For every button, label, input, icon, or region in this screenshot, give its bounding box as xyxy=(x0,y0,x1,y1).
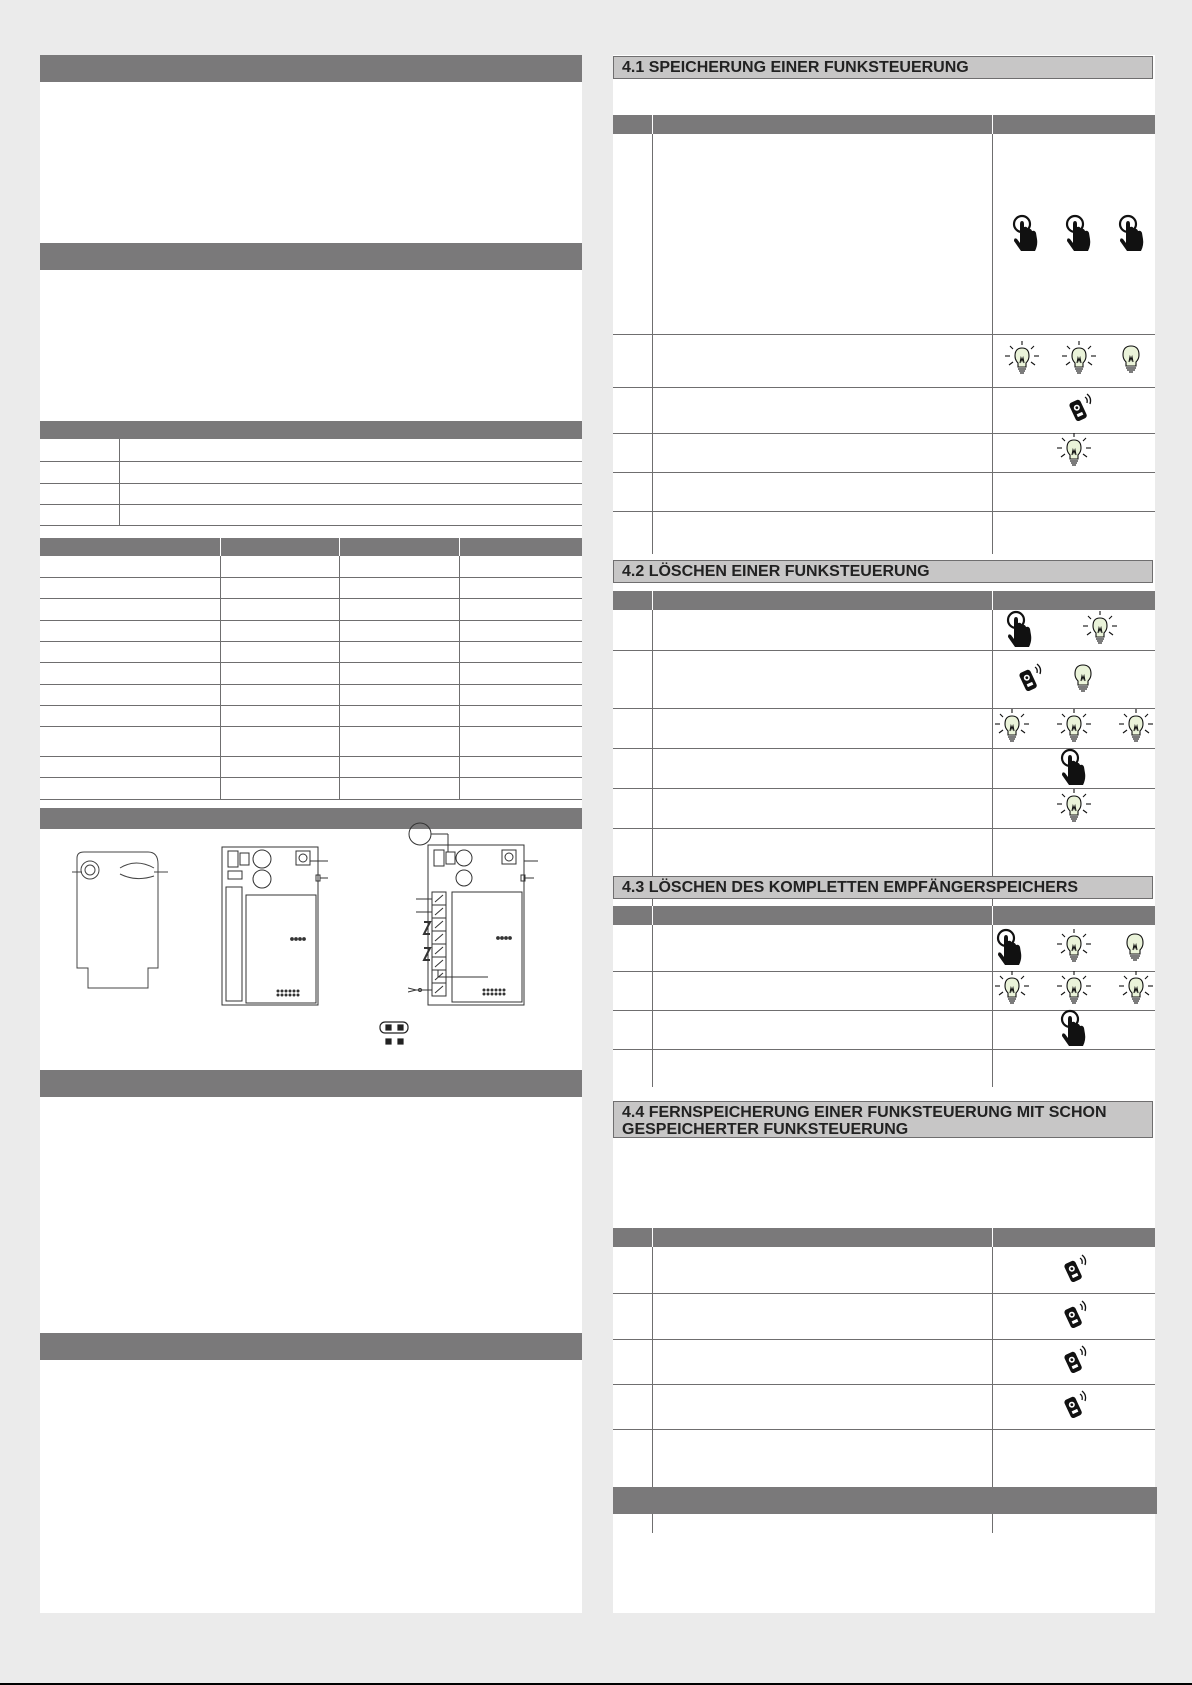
row-4-4-2-icons xyxy=(993,1297,1155,1337)
row-4-3-3-icons xyxy=(993,1011,1155,1049)
row-4-3-2-icons xyxy=(993,972,1155,1010)
left-column xyxy=(40,55,582,1613)
table-4-3-header xyxy=(613,906,1155,925)
section-header-bar-4 xyxy=(40,1070,582,1097)
row-4-2-1-icons xyxy=(993,612,1155,650)
row-4-2-5-icons xyxy=(993,790,1155,828)
light-bulb-icon xyxy=(1071,663,1095,698)
remote-control-icon xyxy=(1060,1299,1088,1336)
row-4-4-4-icons xyxy=(993,1387,1155,1427)
row-4-1-1-icons xyxy=(993,210,1155,260)
receiver-housing-drawing xyxy=(68,850,208,1010)
press-button-icon xyxy=(1064,213,1094,258)
right-column xyxy=(613,55,1155,1613)
section-header-bar-5 xyxy=(40,1333,582,1360)
section-header-bar-1 xyxy=(40,55,582,82)
light-bulb-flashing-icon xyxy=(1083,611,1117,652)
press-button-icon xyxy=(1059,747,1089,792)
section-4-2-heading: 4.2 LÖSCHEN EINER FUNKSTEUERUNG xyxy=(613,560,1153,583)
row-4-3-1-icons xyxy=(993,928,1155,970)
press-button-icon xyxy=(1005,609,1035,654)
remote-control-icon xyxy=(1060,1389,1088,1426)
remote-control-icon xyxy=(1065,392,1093,429)
light-bulb-flashing-icon xyxy=(1062,341,1096,382)
row-4-4-3-icons xyxy=(993,1342,1155,1382)
press-button-icon xyxy=(1117,213,1147,258)
table-header-bar-a xyxy=(40,421,582,439)
press-button-icon xyxy=(1059,1008,1089,1053)
row-4-1-3-icons xyxy=(993,390,1155,430)
section-header-bar-2 xyxy=(40,243,582,270)
row-4-2-2-icons xyxy=(993,655,1155,705)
remote-control-icon xyxy=(1015,662,1043,699)
remote-control-icon xyxy=(1060,1344,1088,1381)
section-4-4-heading: 4.4 FERNSPEICHERUNG EINER FUNKSTEUERUNG MIT SCHON GESPEICHERTER FUNKSTEUERUNG xyxy=(613,1101,1153,1138)
table-4-4-header xyxy=(613,1228,1155,1247)
table-4-1-header xyxy=(613,115,1155,134)
row-4-2-4-icons xyxy=(993,749,1155,789)
section-4-1-heading: 4.1 SPEICHERUNG EINER FUNKSTEUERUNG xyxy=(613,56,1153,79)
row-4-1-2-icons xyxy=(993,338,1155,384)
remote-control-icon xyxy=(1060,1253,1088,1290)
light-bulb-flashing-icon xyxy=(1057,709,1091,750)
light-bulb-flashing-icon xyxy=(1119,971,1153,1012)
row-4-1-4-icons xyxy=(993,435,1155,471)
receiver-board-drawing xyxy=(220,845,350,1010)
light-bulb-icon xyxy=(1123,932,1147,967)
light-bulb-icon xyxy=(1119,344,1143,379)
light-bulb-flashing-icon xyxy=(1057,971,1091,1012)
press-button-icon xyxy=(1011,213,1041,258)
table-header-bar-b xyxy=(40,538,582,556)
light-bulb-flashing-icon xyxy=(1057,929,1091,970)
light-bulb-flashing-icon xyxy=(1057,433,1091,474)
section-header-bar-5 xyxy=(613,1487,1157,1514)
table-4-2-header xyxy=(613,591,1155,610)
press-button-icon xyxy=(995,927,1025,972)
row-4-2-3-icons xyxy=(993,710,1155,748)
light-bulb-flashing-icon xyxy=(1119,709,1153,750)
section-4-3-heading: 4.3 LÖSCHEN DES KOMPLETTEN EMPFÄNGERSPEICHERS xyxy=(613,876,1153,899)
receiver-wiring-drawing xyxy=(408,820,568,1030)
jumper-drawing xyxy=(378,1020,412,1050)
light-bulb-flashing-icon xyxy=(995,971,1029,1012)
row-4-4-1-icons xyxy=(993,1251,1155,1291)
light-bulb-flashing-icon xyxy=(1005,341,1039,382)
light-bulb-flashing-icon xyxy=(1057,789,1091,830)
light-bulb-flashing-icon xyxy=(995,709,1029,750)
